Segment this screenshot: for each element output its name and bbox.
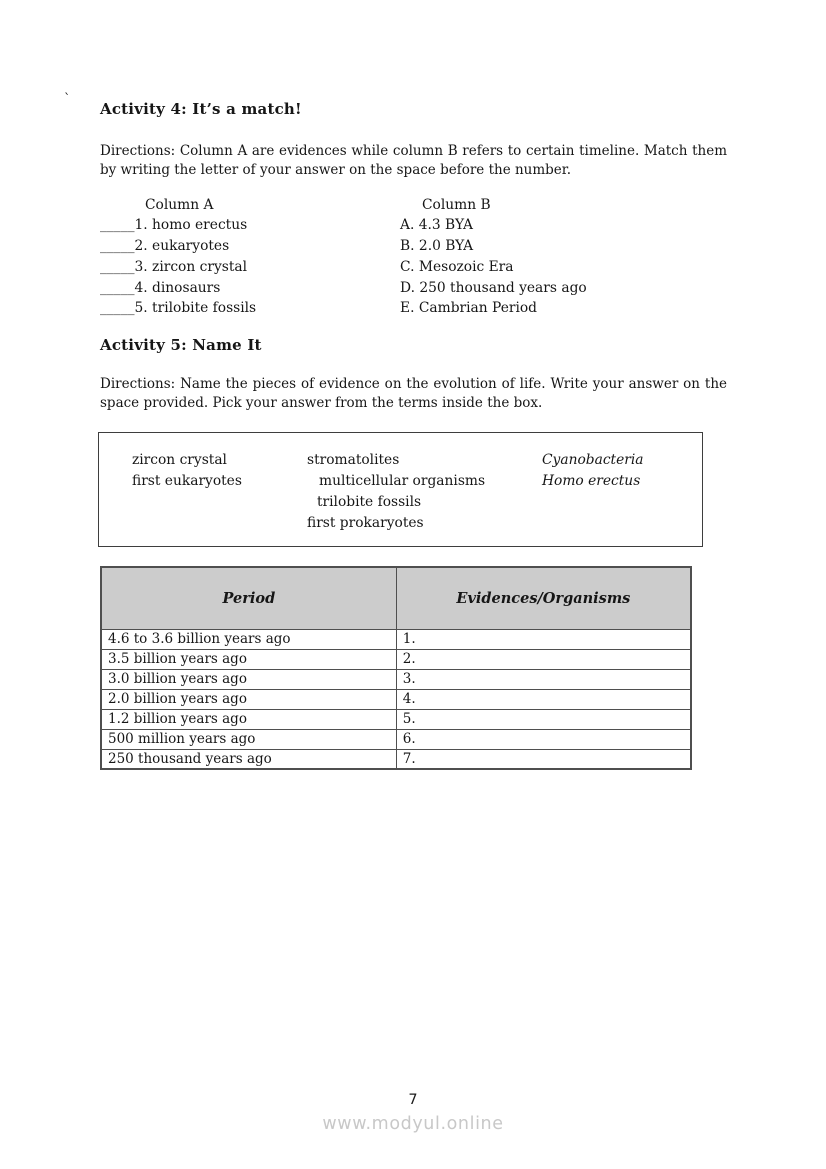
word-bank-term: Cyanobacteria [542,452,644,469]
table-row [101,729,691,749]
word-bank-term: multicellular organisms [319,473,486,490]
table-row [101,669,691,689]
match-item [100,298,400,319]
table-body [101,629,691,769]
page-number: 7 [408,1092,418,1108]
answer-blank[interactable]: _____ [100,279,135,296]
answer-cell[interactable]: 4. [396,689,691,709]
word-bank-column-1 [132,450,307,546]
period-cell: 3.0 billion years ago [101,669,396,689]
activity5-directions: Directions: Name the pieces of evidence on the evolution of life. Write your answer on the space provided. Pick your answer from the terms inside the box. [100,376,727,411]
period-cell: 2.0 billion years ago [101,689,396,709]
column-b [400,196,727,319]
table-row [101,689,691,709]
activity4-directions: Directions: Column A are evidences while column B refers to certain timeline. Match them by writing the letter of your answer on the space before the number. [100,143,727,178]
match-item-label: 2. eukaryotes [134,237,230,254]
period-cell: 4.6 to 3.6 billion years ago [101,629,396,649]
answer-cell[interactable]: 5. [396,709,691,729]
answer-blank[interactable]: _____ [100,217,135,234]
table-row [101,649,691,669]
match-option: A. 4.3 BYA [400,217,473,234]
answer-blank[interactable]: _____ [100,300,135,317]
column-a [100,196,400,319]
match-option: C. Mesozoic Era [400,258,514,275]
answer-cell[interactable]: 7. [396,749,691,769]
answer-cell[interactable]: 3. [396,669,691,689]
table-row [101,629,691,649]
word-bank-term: first prokaryotes [307,514,424,531]
answer-blank[interactable]: _____ [100,258,135,275]
activity5-title: Activity 5: Name It [100,336,262,355]
match-item-label: 3. zircon crystal [134,258,248,275]
match-item-label: 5. trilobite fossils [134,300,257,317]
period-cell: 1.2 billion years ago [101,709,396,729]
word-bank-term: first eukaryotes [132,473,242,490]
match-item [100,236,400,257]
match-item [100,278,400,299]
answer-cell[interactable]: 6. [396,729,691,749]
table-header-row [101,567,691,629]
page-content [100,0,727,770]
answer-blank[interactable]: _____ [100,237,135,254]
word-bank-box [98,432,703,547]
match-item-label: 1. homo erectus [134,217,248,234]
column-b-items [400,215,727,319]
match-option: B. 2.0 BYA [400,237,474,254]
period-column-header: Period [101,567,396,629]
matching-section [100,196,727,319]
answer-cell[interactable]: 2. [396,649,691,669]
word-bank-column-2 [307,450,542,546]
word-bank-term: stromatolites [307,452,400,469]
column-b-header: Column B [422,197,491,214]
answer-cell[interactable]: 1. [396,629,691,649]
match-item [100,215,400,236]
word-bank-term: zircon crystal [132,452,227,469]
match-option: E. Cambrian Period [400,300,538,317]
word-bank-term: trilobite fossils [317,493,422,510]
match-item [100,257,400,278]
match-option: D. 250 thousand years ago [400,279,587,296]
period-cell: 500 million years ago [101,729,396,749]
period-evidence-table [100,566,692,770]
table-row [101,749,691,769]
word-bank-column-3 [542,450,702,546]
table-row [101,709,691,729]
activity4-title: Activity 4: It’s a match! [100,100,302,118]
evidences-column-header: Evidences/Organisms [396,567,691,629]
column-a-header: Column A [145,197,214,214]
watermark-text: www.modyul.online [322,1114,504,1134]
word-bank-term: Homo erectus [542,473,641,490]
column-a-items [100,215,400,319]
period-cell: 3.5 billion years ago [101,649,396,669]
stray-mark: ` [64,92,71,107]
match-item-label: 4. dinosaurs [134,279,221,296]
period-cell: 250 thousand years ago [101,749,396,769]
